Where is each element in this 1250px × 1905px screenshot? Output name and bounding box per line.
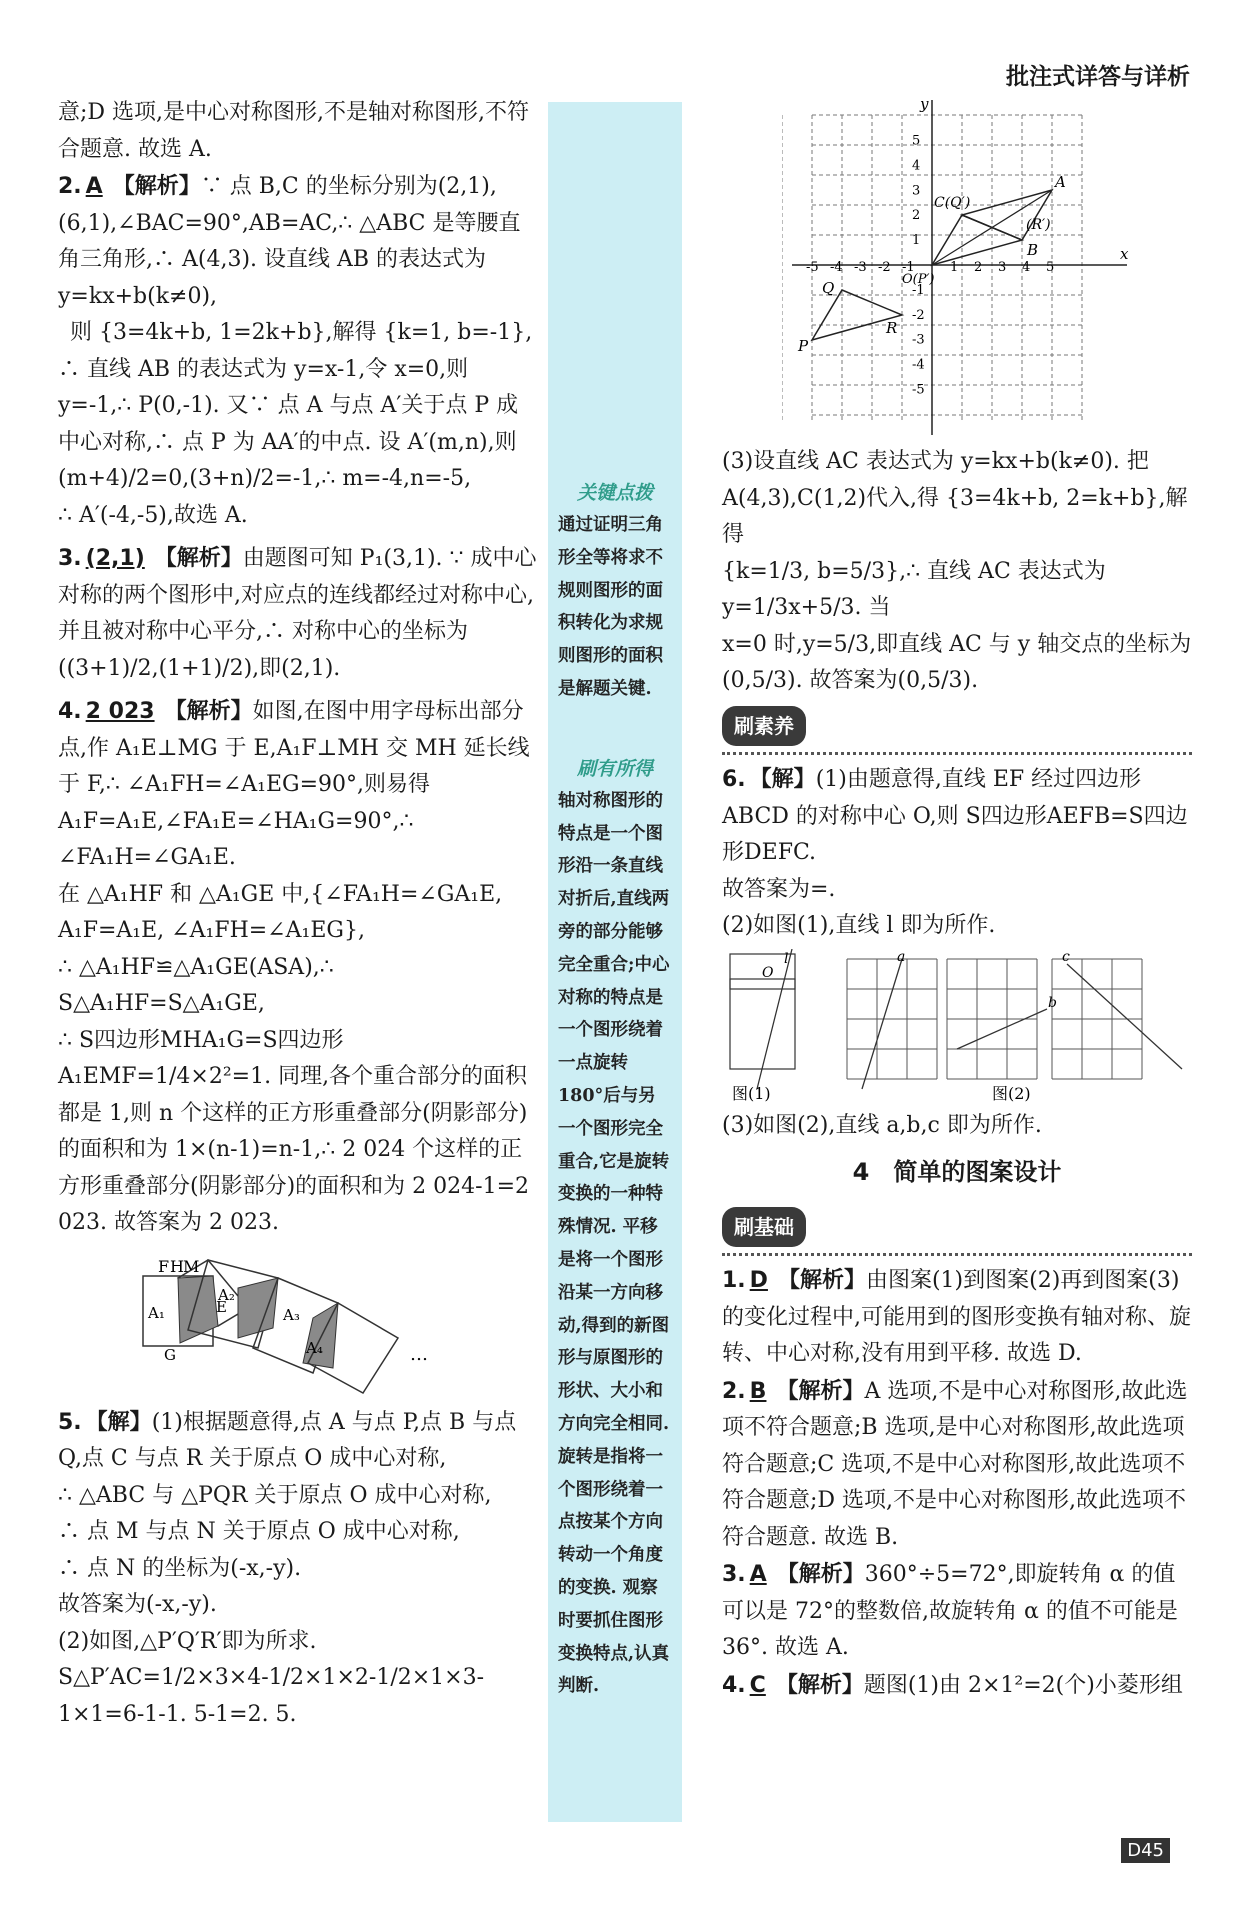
q5-3-line2: {k=1/3, b=5/3},∴ 直线 AC 表达式为 y=1/3x+5/3. 当 bbox=[722, 558, 1106, 620]
point-B: B bbox=[1027, 241, 1039, 259]
r2-answer: B bbox=[749, 1378, 767, 1404]
y-tick-label: 1 bbox=[912, 233, 921, 249]
q4-tag: 【解析】 bbox=[164, 698, 253, 724]
q4-number: 4. bbox=[58, 699, 82, 724]
fig1-label-O: O bbox=[762, 964, 774, 981]
q4-line1: 如图,在图中用字母标出部分点,作 A₁E⊥MG 于 E,A₁F⊥MH 交 MH 延长线于 F,∴ ∠A₁FH=∠A₁EG=90°,则易得 A₁F=A₁E,∠FA₁E=∠HA₁G=90°,∴ ∠FA₁H=∠GA₁E. bbox=[58, 699, 530, 870]
r2-tag: 【解析】 bbox=[776, 1377, 865, 1404]
q5-line6: (2)如图,△P′Q′R′即为所求. bbox=[58, 1628, 317, 1654]
q2-line3: ∴ 直线 AB 的表达式为 y=x-1,令 x=0,则 y=-1,∴ P(0,-1). 又∵ 点 A 与点 A′关于点 P 成中心对称,∴ 点 P 为 AA′的中点. 设 A′(m,n),则 (m+4)/2=0,(3+n)/2=-1,∴ m=-4,n=-5, bbox=[58, 356, 519, 491]
q5-number: 5. bbox=[58, 1409, 82, 1435]
sidebar-text-key: 通过证明三角形全等将求不规则图形的面积转化为求规则图形的面积是解题关键. bbox=[558, 515, 663, 699]
r1-tag: 【解析】 bbox=[777, 1267, 866, 1293]
label-G: G bbox=[164, 1345, 176, 1364]
y-tick-label: -3 bbox=[912, 332, 925, 348]
r-question-1 bbox=[722, 1262, 1192, 1373]
q6-tag: 【解】 bbox=[749, 766, 816, 792]
section-title: 4 简单的图案设计 bbox=[852, 1158, 1062, 1186]
r4-answer: C bbox=[749, 1672, 766, 1698]
q2-answer: A bbox=[85, 174, 103, 199]
r-question-3 bbox=[722, 1556, 1192, 1667]
x-tick-label: -2 bbox=[878, 260, 891, 275]
r3-text: 360°÷5=72°,即旋转角 α 的值可以是 72°的整数倍,故旋转角 α 的值不可能是 36°. 故选 A. bbox=[722, 1562, 1178, 1660]
q5-line5: 故答案为(-x,-y). bbox=[58, 1592, 217, 1617]
q6-line1: (1)由题意得,直线 EF 经过四边形 ABCD 的对称中心 O,则 S四边形AEFB=S四边形DEFC. bbox=[722, 767, 1188, 865]
y-tick-label: -1 bbox=[912, 282, 925, 298]
x-tick-label: -4 bbox=[830, 260, 843, 275]
fig2-label-a: a bbox=[897, 948, 906, 965]
q6-number: 6. bbox=[722, 767, 746, 792]
q6-line4: (3)如图(2),直线 a,b,c 即为所作. bbox=[722, 1112, 1042, 1138]
label-A4: A₄ bbox=[306, 1338, 323, 1357]
right-column bbox=[722, 95, 1192, 1704]
r1-answer: D bbox=[749, 1268, 768, 1293]
label-M: M bbox=[183, 1256, 200, 1276]
q4-answer: 2 023 bbox=[85, 699, 155, 724]
x-axis-label: x bbox=[1120, 245, 1129, 263]
q5-line3: ∴ 点 M 与点 N 关于原点 O 成中心对称, bbox=[58, 1519, 460, 1544]
fig1-caption: 图(1) bbox=[732, 1083, 771, 1103]
r3-answer: A bbox=[749, 1562, 767, 1587]
fig2-line-a bbox=[862, 959, 902, 1089]
badge-row-literacy bbox=[722, 700, 1192, 756]
x-tick-label: 5 bbox=[1046, 260, 1055, 275]
label-A3: A₃ bbox=[283, 1305, 300, 1324]
q5-3-line1: (3)设直线 AC 表达式为 y=kx+b(k≠0). 把 A(4,3),C(1,2)代入,得 {3=4k+b, 2=k+b},解得 bbox=[722, 449, 1188, 547]
q3-tag: 【解析】 bbox=[154, 545, 243, 571]
q3-line1: 由题图可知 P₁(3,1). ∵ 成中心对称的两个图形中,对应点的连线都经过对称中心,并且被对称中心平分,∴ 对称中心的坐标为((3+1)/2,(1+1)/2),即(2,1). bbox=[58, 546, 537, 681]
question-6 bbox=[722, 761, 1192, 872]
fig2-grids bbox=[847, 959, 1142, 1079]
y-tick-label: 5 bbox=[912, 133, 921, 149]
point-P: P bbox=[798, 337, 809, 355]
q5-line1: (1)根据题意得,点 A 与点 P,点 B 与点 Q,点 C 与点 R 关于原点 O 成中心对称, bbox=[58, 1409, 517, 1471]
y-tick-label: 3 bbox=[912, 183, 921, 199]
q5-line4: ∴ 点 N 的坐标为(-x,-y). bbox=[58, 1555, 302, 1581]
r4-number: 4. bbox=[722, 1672, 746, 1698]
x-tick-label: 2 bbox=[974, 260, 983, 275]
point-Q: Q bbox=[822, 279, 835, 297]
coordinate-graph bbox=[782, 95, 1142, 440]
question-4 bbox=[58, 693, 538, 877]
r4-text: 题图(1)由 2×1²=2(个)小菱形组 bbox=[863, 1672, 1183, 1698]
q5-line2: ∴ △ABC 与 △PQR 关于原点 O 成中心对称, bbox=[58, 1482, 492, 1508]
x-tick-label: -1 bbox=[902, 260, 915, 275]
y-tick-label: 4 bbox=[912, 158, 921, 174]
r1-text: 由图案(1)到图案(2)再到图案(3)的变化过程中,可能用到的图形变换有轴对称、旋转、中心对称,没有用到平移. 故选 D. bbox=[722, 1268, 1191, 1366]
q4-line4: ∴ S四边形MHA₁G=S四边形A₁EMF=1/4×2²=1. 同理,各个重合部分的面积都是 1,则 n 个这样的正方形重叠部分(阴影部分)的面积和为 1×(n-1)=n-1,∴ 2 024 个这样的正方形重叠部分(阴影部分)的面积和为 2 024-1=2 023. 故答案为 2 023. bbox=[58, 1027, 530, 1235]
sidebar-title-gain: 刷有所得 bbox=[576, 757, 653, 780]
point-R-prime: (R′) bbox=[1026, 217, 1051, 233]
label-A1: A₁ bbox=[148, 1303, 165, 1322]
q5-3-line3: x=0 时,y=5/3,即直线 AC 与 y 轴交点的坐标为(0,5/3). 故答案为(0,5/3). bbox=[722, 631, 1192, 693]
y-axis-label: y bbox=[920, 95, 929, 113]
sidebar-text-gain: 轴对称图形的特点是一个图形沿一条直线对折后,直线两旁的部分能够完全重合;中心对称的特点是一个图形绕着一点旋转180°后与另一个图形完全重合,它是旋转变换的一种特殊情况. 平移是将一个图形沿某一方向移动,得到的新图形与原图形的形状、大小和方向完全相同. 旋转是指将一个图形绕着一点按某个方向转动一个角度的变换. 观察时要抓住图形变换特点,认真判断. bbox=[558, 790, 670, 1697]
r4-tag: 【解析】 bbox=[775, 1671, 864, 1698]
fig2-label-b: b bbox=[1048, 994, 1057, 1011]
x-tick-label: 3 bbox=[998, 260, 1007, 275]
r3-tag: 【解析】 bbox=[776, 1561, 865, 1587]
q2-number: 2. bbox=[58, 174, 82, 199]
squares-figure bbox=[58, 1248, 528, 1398]
point-C: C(Q′) bbox=[934, 195, 971, 211]
y-tick-label: -5 bbox=[912, 382, 925, 398]
point-A: A bbox=[1055, 173, 1066, 191]
question-3 bbox=[58, 540, 538, 687]
q2-line1: ∵ 点 B,C 的坐标分别为(2,1),(6,1),∠BAC=90°,AB=AC,∴ △ABC 是等腰直角三角形,∴ A(4,3). 设直线 AB 的表达式为 y=kx+b(k≠0), bbox=[58, 174, 521, 309]
fig2-line-b bbox=[957, 1009, 1047, 1049]
label-E: E bbox=[216, 1297, 227, 1316]
triangle-PQR-prime bbox=[932, 215, 1022, 265]
q6-figures bbox=[722, 949, 1192, 1104]
y-tick-label: 2 bbox=[912, 208, 921, 224]
r2-number: 2. bbox=[722, 1378, 746, 1404]
page-header: 批注式详答与详析 bbox=[1006, 64, 1190, 90]
point-R: R bbox=[886, 319, 898, 337]
x-tick-label: 1 bbox=[950, 260, 959, 275]
question-2 bbox=[58, 168, 538, 315]
sidebar-title-key: 关键点拨 bbox=[576, 482, 653, 504]
page-number: D45 bbox=[1121, 1838, 1170, 1863]
q3-number: 3. bbox=[58, 546, 82, 571]
y-tick-label: -2 bbox=[912, 307, 925, 323]
q3-answer: (2,1) bbox=[85, 546, 145, 571]
r1-number: 1. bbox=[722, 1268, 746, 1293]
fig1-rect-a bbox=[730, 979, 795, 1069]
q2-line4: ∴ A′(-4,-5),故选 A. bbox=[58, 502, 248, 528]
tips-sidebar bbox=[548, 102, 682, 1822]
q5-tag: 【解】 bbox=[85, 1408, 152, 1435]
x-tick-label: -5 bbox=[806, 260, 819, 275]
q6-line2: 故答案为=. bbox=[722, 876, 836, 902]
badge-basic: 刷基础 bbox=[722, 1207, 806, 1248]
q4-line2: 在 △A₁HF 和 △A₁GE 中,{∠FA₁H=∠GA₁E, A₁F=A₁E, ∠A₁FH=∠A₁EG}, bbox=[58, 881, 503, 943]
r3-number: 3. bbox=[722, 1562, 746, 1587]
shaded-2 bbox=[238, 1278, 278, 1338]
origin-label: O(P′) bbox=[902, 272, 935, 287]
q5-line7: S△P′AC=1/2×3×4-1/2×1×2-1/2×1×3-1×1=6-1-1. 5-1=2. 5. bbox=[58, 1665, 485, 1727]
r-question-2 bbox=[722, 1373, 1192, 1557]
y-tick-label: -4 bbox=[912, 357, 925, 373]
r2-text: A 选项,不是中心对称图形,故此选项不符合题意;B 选项,是中心对称图形,故此选项符合题意;C 选项,不是中心对称图形,故此选项不符合题意;D 选项,不是中心对称图形,故此选项不符合题意. 故选 B. bbox=[722, 1378, 1188, 1550]
fig2-line-c bbox=[1067, 964, 1182, 1069]
intro-text: 意;D 选项,是中心对称图形,不是轴对称图形,不符合题意. 故选 A. bbox=[58, 100, 530, 162]
x-tick-label: -3 bbox=[854, 260, 867, 275]
label-A2: A₂ bbox=[218, 1285, 235, 1304]
badge-literacy: 刷素养 bbox=[722, 706, 806, 747]
fig1-label-l: l bbox=[784, 950, 789, 967]
left-column bbox=[58, 95, 538, 1733]
label-F: F bbox=[158, 1256, 170, 1276]
q2-tag: 【解析】 bbox=[112, 173, 201, 199]
q6-line3: (2)如图(1),直线 l 即为所作. bbox=[722, 913, 996, 938]
label-dots: … bbox=[410, 1343, 428, 1365]
question-5 bbox=[58, 1404, 538, 1478]
r-question-4 bbox=[722, 1667, 1192, 1705]
fig2-label-c: c bbox=[1062, 948, 1070, 965]
q4-line3: ∴ △A₁HF≌△A₁GE(ASA),∴ S△A₁HF=S△A₁GE, bbox=[58, 954, 334, 1016]
fig2-caption: 图(2) bbox=[992, 1083, 1031, 1103]
x-tick-label: 4 bbox=[1022, 260, 1031, 275]
label-H: H bbox=[170, 1256, 184, 1276]
badge-row-basic bbox=[722, 1201, 1192, 1257]
q2-line2: 则 {3=4k+b, 1=2k+b},解得 {k=1, b=-1}, bbox=[70, 320, 533, 345]
